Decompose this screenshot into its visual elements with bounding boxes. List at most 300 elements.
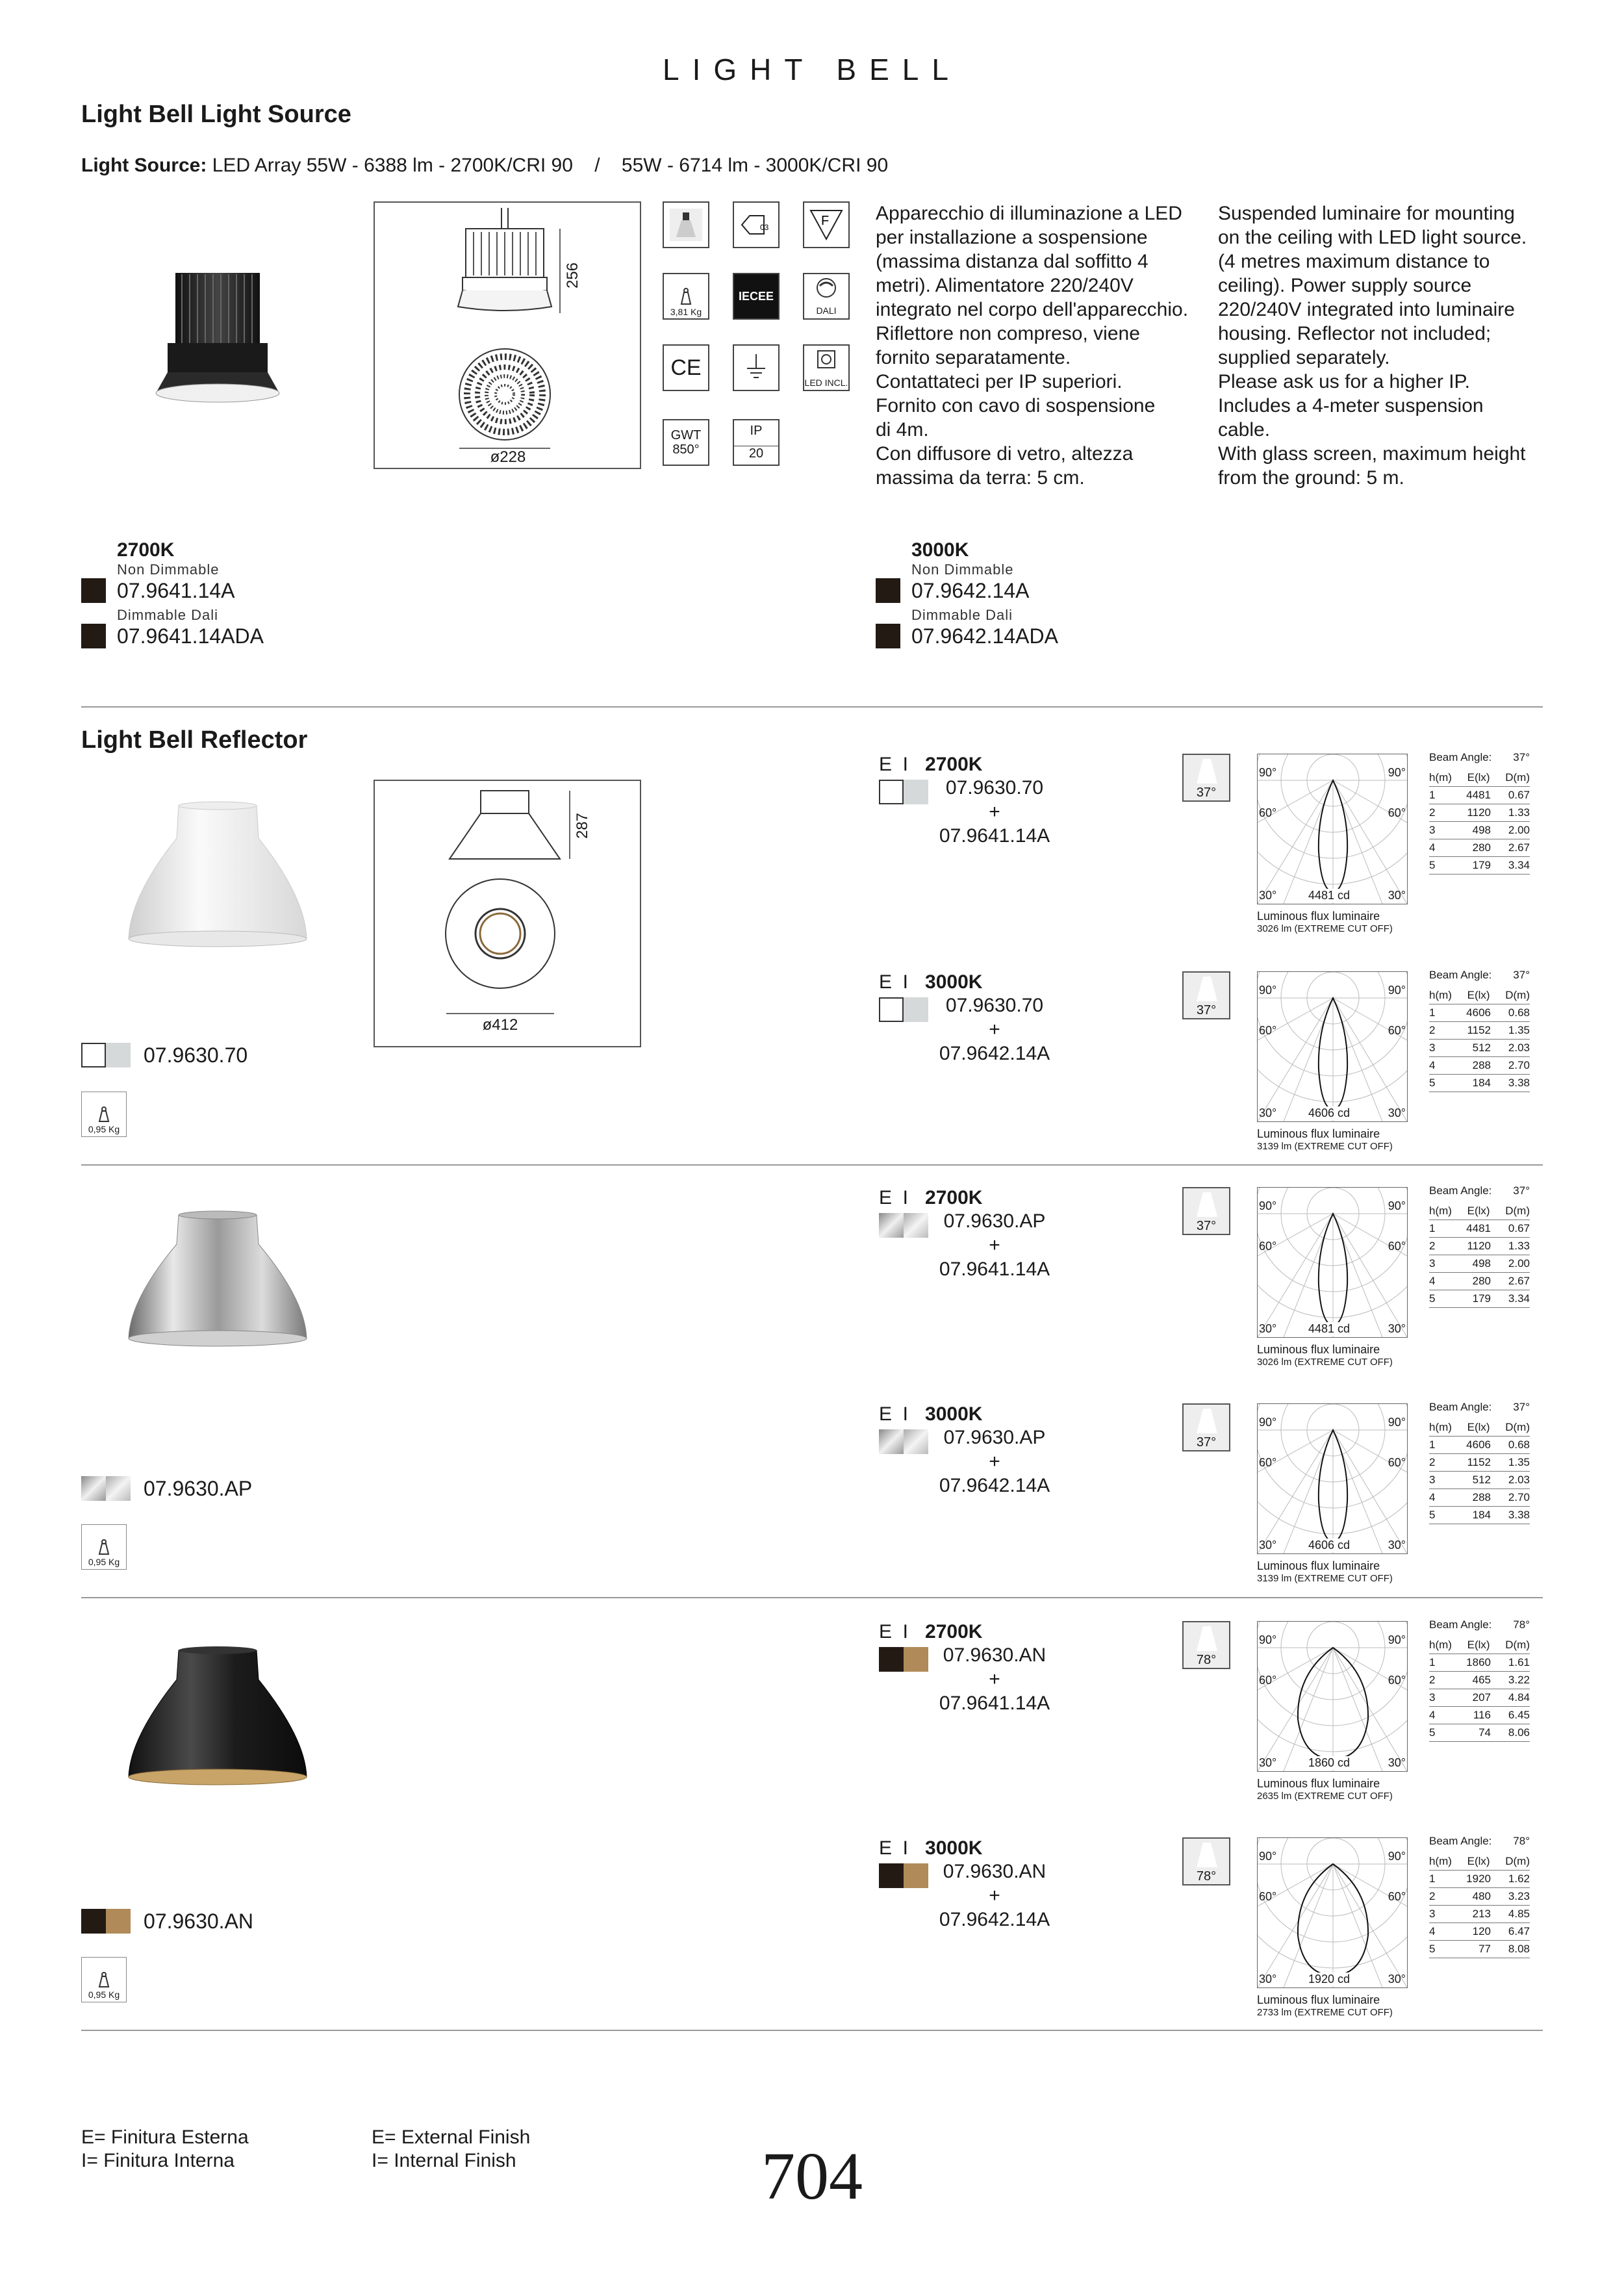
variant-code-dali: 07.9641.14ADA (117, 624, 264, 648)
table-cell: 2 (1429, 806, 1436, 819)
light-source-line (81, 155, 888, 177)
table-row (1429, 1238, 1530, 1255)
dark-swatch (876, 578, 900, 603)
variant-temp: 2700K (117, 539, 175, 561)
table-cell: 3.22 (1508, 1674, 1530, 1686)
flux-label: Luminous flux luminaire (1257, 1127, 1380, 1140)
table-row (1429, 804, 1530, 822)
reflector-code: 07.9630.AN (144, 1909, 254, 1933)
table-cell: 4 (1429, 1709, 1436, 1721)
table-header: h(m) (1429, 1639, 1452, 1651)
energy-class-icon (733, 201, 780, 248)
reflector-aluminium-image (123, 1208, 312, 1351)
polar-label: 60° (1259, 1456, 1277, 1469)
finish-swatch (904, 1863, 928, 1888)
table-cell: 3 (1429, 824, 1436, 836)
beam-angle-icon (1182, 1837, 1230, 1885)
polar-label: 60° (1259, 1240, 1277, 1253)
beam-angle-badge: 78° (1196, 1653, 1217, 1667)
beam-angle-badge: 37° (1196, 1435, 1217, 1450)
svg-text:03: 03 (760, 223, 769, 232)
table-row (1429, 1941, 1530, 1958)
table-cell: 3.34 (1508, 1292, 1530, 1305)
table-cell: 0.68 (1508, 1438, 1530, 1451)
reflector-black-code-row (81, 1909, 253, 1934)
peak-intensity: 4606 cd (1308, 1106, 1351, 1119)
table-header: D(m) (1505, 771, 1530, 784)
table-header: E(lx) (1467, 989, 1490, 1001)
table-cell: 1152 (1467, 1024, 1491, 1036)
cutoff-label: (EXTREME CUT OFF) (1294, 2007, 1393, 2018)
row-source-code: 07.9642.14A (939, 1475, 1050, 1496)
ei-label: E I (879, 754, 909, 775)
table-cell: 120 (1472, 1925, 1491, 1937)
table-row (1429, 1273, 1530, 1290)
flux-info (1257, 1343, 1393, 1369)
table-row (1429, 1724, 1530, 1742)
finish-swatch (904, 997, 928, 1022)
polar-diagram (1257, 1187, 1408, 1338)
source-drawing-svg (375, 203, 640, 468)
flux-label: Luminous flux luminaire (1257, 1343, 1380, 1356)
table-cell: 4481 (1466, 789, 1491, 801)
variant-dali-label: Dimmable Dali (117, 607, 219, 623)
table-cell: 1 (1429, 1872, 1436, 1885)
page-title: LIGHT BELL (663, 53, 961, 86)
illuminance-table (1429, 751, 1530, 875)
table-cell: 2 (1429, 1674, 1436, 1686)
table-cell: 498 (1472, 824, 1491, 836)
polar-label: 30° (1259, 1322, 1277, 1335)
legend-internal-it: I= Finitura Interna (81, 2150, 235, 2171)
reflector-code: 07.9630.AP (144, 1476, 253, 1500)
beam-angle-badge: 78° (1196, 1869, 1217, 1884)
table-cell: 2.00 (1508, 824, 1530, 836)
f-mark-text: F (821, 214, 830, 228)
source-height-dim: 256 (564, 262, 582, 289)
flux-info (1257, 1559, 1393, 1585)
weight-icon (663, 273, 709, 320)
table-cell: 1.33 (1508, 806, 1530, 819)
beam-angle-label: Beam Angle: (1429, 1401, 1492, 1413)
flux-info (1257, 1993, 1393, 2019)
finish-swatch (904, 1213, 928, 1238)
polar-label: 30° (1259, 1106, 1277, 1119)
table-row (1429, 1255, 1530, 1273)
section-divider (81, 1597, 1543, 1598)
flux-info (1257, 1127, 1393, 1153)
table-cell: 3 (1429, 1257, 1436, 1270)
row-reflector-code: 07.9630.70 (945, 777, 1044, 798)
table-row (1429, 1437, 1530, 1454)
finish-swatch (904, 1429, 928, 1454)
ei-label: E I (879, 1837, 909, 1859)
row-temp: 3000K (925, 1403, 983, 1425)
section-divider (81, 706, 1543, 708)
ei-label: E I (879, 1403, 909, 1425)
table-row (1429, 1689, 1530, 1707)
legend-internal-en: I= Internal Finish (372, 2150, 516, 2171)
reflector-diameter-dim: ø412 (482, 1016, 518, 1034)
row-source-code: 07.9641.14A (939, 1258, 1050, 1280)
polar-curve-svg (1258, 1404, 1407, 1553)
table-cell: 2 (1429, 1890, 1436, 1902)
flux-value: 3139 lm (1257, 1573, 1292, 1584)
table-cell: 6.45 (1508, 1709, 1530, 1721)
light-source-label: Light Source: (81, 155, 207, 176)
beam-angle-label: Beam Angle: (1429, 1618, 1492, 1631)
variant-code-dali: 07.9642.14ADA (911, 624, 1058, 648)
table-row (1429, 1707, 1530, 1724)
grey-swatch (106, 1043, 131, 1067)
table-cell: 4606 (1466, 1438, 1491, 1451)
finish-swatch (904, 1647, 928, 1672)
polar-curve-svg (1258, 972, 1407, 1121)
reflector-white-code-row (81, 1043, 247, 1067)
ei-label: E I (879, 1187, 909, 1208)
row-temp: 2700K (925, 1187, 983, 1208)
beam-angle-label: Beam Angle: (1429, 751, 1492, 763)
ip-value: 20 (734, 446, 778, 461)
table-header: h(m) (1429, 1855, 1452, 1867)
row-source-code: 07.9641.14A (939, 825, 1050, 847)
table-row (1429, 1040, 1530, 1057)
polar-curve-svg (1258, 1188, 1407, 1337)
earth-icon (733, 344, 780, 391)
table-cell: 1120 (1467, 806, 1491, 819)
row-source-code: 07.9642.14A (939, 1043, 1050, 1064)
table-header: D(m) (1505, 1639, 1530, 1651)
peak-intensity: 4481 cd (1308, 1322, 1351, 1335)
flux-value: 2635 lm (1257, 1791, 1292, 1802)
photometric-row (879, 1837, 1053, 1932)
table-cell: 2 (1429, 1024, 1436, 1036)
table-cell: 4 (1429, 1925, 1436, 1937)
table-cell: 2.03 (1508, 1474, 1530, 1486)
brass-swatch (106, 1909, 131, 1934)
legend-external-it: E= Finitura Esterna (81, 2127, 249, 2148)
aluminium-swatch (81, 1476, 106, 1501)
table-cell: 4481 (1466, 1222, 1491, 1234)
polar-curve-svg (1258, 1838, 1407, 1987)
table-cell: 5 (1429, 1509, 1436, 1521)
row-reflector-code: 07.9630.AN (943, 1861, 1047, 1882)
table-cell: 4.85 (1508, 1908, 1530, 1920)
table-row (1429, 1472, 1530, 1489)
row-plus: + (989, 1885, 1000, 1906)
peak-intensity: 4481 cd (1308, 889, 1351, 902)
table-header: E(lx) (1467, 1421, 1490, 1433)
polar-label: 30° (1388, 1756, 1406, 1769)
table-cell: 1152 (1467, 1456, 1491, 1468)
table-row (1429, 1075, 1530, 1092)
gwt-icon (663, 419, 709, 466)
row-plus: + (989, 1451, 1000, 1472)
table-cell: 3 (1429, 1474, 1436, 1486)
polar-label: 30° (1259, 1539, 1277, 1552)
beam-angle-label: Beam Angle: (1429, 1184, 1492, 1197)
table-cell: 1.35 (1508, 1456, 1530, 1468)
cutoff-label: (EXTREME CUT OFF) (1294, 1357, 1393, 1368)
weight-icon (81, 1524, 127, 1570)
table-header: D(m) (1505, 989, 1530, 1001)
beam-angle-value: 37° (1513, 1401, 1530, 1413)
table-cell: 3.38 (1508, 1509, 1530, 1521)
cutoff-label: (EXTREME CUT OFF) (1294, 1791, 1393, 1802)
photometric-row (879, 971, 1053, 1066)
photometric-row (879, 754, 1053, 848)
polar-label: 60° (1388, 1674, 1406, 1687)
table-cell: 6.47 (1508, 1925, 1530, 1937)
variant-2700k (81, 539, 264, 648)
beam-angle-badge: 37° (1196, 786, 1217, 800)
iecee-icon (733, 273, 780, 320)
table-row (1429, 1454, 1530, 1472)
table-row (1429, 1290, 1530, 1308)
polar-label: 30° (1388, 1322, 1406, 1335)
table-header: E(lx) (1467, 771, 1490, 784)
source-dimension-drawing (374, 201, 641, 469)
table-cell: 4606 (1466, 1006, 1491, 1019)
flux-label: Luminous flux luminaire (1257, 910, 1380, 923)
table-header: D(m) (1505, 1855, 1530, 1867)
polar-label: 60° (1259, 1024, 1277, 1037)
table-cell: 77 (1478, 1943, 1491, 1955)
beam-angle-value: 37° (1513, 751, 1530, 763)
reflector-code: 07.9630.70 (144, 1043, 248, 1067)
table-cell: 1.33 (1508, 1240, 1530, 1252)
table-cell: 3 (1429, 1691, 1436, 1704)
table-cell: 1 (1429, 1656, 1436, 1668)
table-row (1429, 857, 1530, 875)
table-cell: 280 (1472, 1275, 1491, 1287)
polar-label: 90° (1259, 1850, 1277, 1863)
finish-swatch (879, 997, 904, 1022)
polar-label: 30° (1259, 1973, 1277, 1986)
flux-label: Luminous flux luminaire (1257, 1559, 1380, 1572)
table-row (1429, 1489, 1530, 1507)
beam-angle-value: 78° (1513, 1618, 1530, 1631)
finish-swatch (879, 1429, 904, 1454)
beam-angle-value: 37° (1513, 969, 1530, 981)
table-header: E(lx) (1467, 1205, 1490, 1217)
cutoff-label: (EXTREME CUT OFF) (1294, 1141, 1393, 1152)
beam-angle-icon (1182, 971, 1230, 1019)
table-cell: 5 (1429, 1943, 1436, 1955)
flux-value: 3026 lm (1257, 1357, 1292, 1368)
table-cell: 1120 (1467, 1240, 1491, 1252)
beam-angle-label: Beam Angle: (1429, 969, 1492, 981)
polar-diagram (1257, 754, 1408, 904)
reflector-aluminium-code-row (81, 1476, 252, 1501)
weight-icon (81, 1092, 127, 1137)
table-cell: 8.08 (1508, 1943, 1530, 1955)
reflector-black-image (123, 1644, 312, 1793)
weight-icon (81, 1957, 127, 2002)
polar-label: 60° (1388, 1456, 1406, 1469)
polar-label: 60° (1388, 1890, 1406, 1903)
source-section-title: Light Bell Light Source (81, 101, 351, 128)
polar-label: 90° (1388, 1199, 1406, 1212)
illuminance-table (1429, 1401, 1530, 1524)
description-english: Suspended luminaire for mounting on the ceiling with LED light source. (4 metres maximum distance to ceiling). Power supply source 220/240V integrated into luminaire housing. Reflector not included; supplied separately. Please ask us for a higher IP. Includes a 4-meter suspension cable. With glass screen, maximum height from the ground: 5 m. (1218, 203, 1527, 489)
table-cell: 5 (1429, 1292, 1436, 1305)
table-cell: 2.67 (1508, 841, 1530, 854)
spot-icon (663, 201, 709, 248)
ce-text: CE (670, 355, 702, 380)
reflector-drawing-svg (375, 781, 640, 1046)
table-cell: 4 (1429, 1275, 1436, 1287)
table-cell: 512 (1472, 1041, 1491, 1054)
polar-label: 90° (1259, 1416, 1277, 1429)
table-cell: 4 (1429, 1491, 1436, 1503)
finish-swatch (879, 1213, 904, 1238)
table-cell: 2.67 (1508, 1275, 1530, 1287)
variant-temp: 3000K (911, 539, 969, 561)
flux-value: 2733 lm (1257, 2007, 1292, 2018)
reflector-dimension-drawing (374, 780, 641, 1047)
ei-label: E I (879, 971, 909, 993)
dark-swatch (81, 1909, 106, 1934)
table-cell: 1920 (1466, 1872, 1491, 1885)
description-italian: Apparecchio di illuminazione a LED per installazione a sospensione (massima distanza dal soffitto 4 metri). Alimentatore 220/240V integrato nel corpo dell'apparecchio. Riflettore non compreso, viene fornito separatamente. Contattateci per IP superiori. Fornito con cavo di sospensione di 4m. Con diffusore di vetro, altezza massima da terra: 5 cm. (876, 203, 1189, 489)
table-header: h(m) (1429, 1421, 1452, 1433)
peak-intensity: 4606 cd (1308, 1539, 1351, 1552)
ip-icon (733, 419, 780, 466)
f-mark-icon (803, 201, 850, 248)
polar-diagram (1257, 971, 1408, 1122)
table-cell: 1860 (1466, 1656, 1491, 1668)
dali-label: DALI (816, 305, 837, 316)
weight-value: 0,95 Kg (88, 1557, 120, 1567)
led-included-label: LED INCL. (804, 377, 848, 388)
beam-angle-icon (1182, 1403, 1230, 1451)
weight-value: 0,95 Kg (88, 1124, 120, 1134)
row-reflector-code: 07.9630.70 (945, 995, 1044, 1016)
row-plus: + (989, 1019, 1000, 1040)
ip-label: IP (750, 424, 763, 439)
table-cell: 116 (1473, 1709, 1491, 1721)
photometric-row (879, 1187, 1053, 1281)
table-row (1429, 1871, 1530, 1888)
table-cell: 480 (1472, 1890, 1491, 1902)
polar-label: 90° (1388, 1850, 1406, 1863)
polar-label: 90° (1259, 984, 1277, 997)
table-row (1429, 1888, 1530, 1906)
table-cell: 213 (1472, 1908, 1491, 1920)
row-source-code: 07.9641.14A (939, 1693, 1050, 1714)
polar-label: 90° (1388, 984, 1406, 997)
table-cell: 2.70 (1508, 1059, 1530, 1071)
table-cell: 0.68 (1508, 1006, 1530, 1019)
table-cell: 3.38 (1508, 1077, 1530, 1089)
table-row (1429, 1672, 1530, 1689)
iecee-text: IECEE (738, 289, 774, 303)
table-cell: 512 (1472, 1474, 1491, 1486)
polar-label: 30° (1388, 889, 1406, 902)
table-cell: 1 (1429, 1438, 1436, 1451)
ce-icon (663, 344, 709, 391)
polar-label: 30° (1388, 1973, 1406, 1986)
table-cell: 1 (1429, 1006, 1436, 1019)
table-row (1429, 1022, 1530, 1040)
table-row (1429, 1906, 1530, 1923)
flux-value: 3139 lm (1257, 1141, 1292, 1152)
table-cell: 1 (1429, 1222, 1436, 1234)
table-cell: 3.23 (1508, 1890, 1530, 1902)
table-cell: 207 (1472, 1691, 1491, 1704)
table-row (1429, 1923, 1530, 1941)
dark-swatch (876, 624, 900, 648)
ei-label: E I (879, 1621, 909, 1642)
table-cell: 3.34 (1508, 859, 1530, 871)
table-cell: 2.03 (1508, 1041, 1530, 1054)
table-cell: 4.84 (1508, 1691, 1530, 1704)
table-cell: 288 (1472, 1059, 1491, 1071)
table-row (1429, 1507, 1530, 1524)
beam-angle-icon (1182, 1621, 1230, 1669)
table-cell: 74 (1478, 1726, 1491, 1739)
flux-info (1257, 910, 1393, 936)
table-header: h(m) (1429, 771, 1452, 784)
illuminance-table (1429, 1835, 1530, 1958)
beam-angle-value: 37° (1513, 1184, 1530, 1197)
aluminium-swatch (106, 1476, 131, 1501)
photometric-row (879, 1621, 1053, 1715)
table-header: E(lx) (1467, 1639, 1490, 1651)
row-temp: 3000K (925, 971, 983, 993)
row-temp: 2700K (925, 754, 983, 775)
polar-label: 90° (1388, 1416, 1406, 1429)
reflector-section-title: Light Bell Reflector (81, 726, 308, 754)
polar-label: 90° (1259, 1633, 1277, 1646)
light-source-value: LED Array 55W - 6388 lm - 2700K/CRI 90 / 55W - 6714 lm - 3000K/CRI 90 (212, 155, 889, 176)
polar-label: 60° (1259, 1674, 1277, 1687)
row-reflector-code: 07.9630.AN (943, 1644, 1047, 1666)
section-divider (81, 1164, 1543, 1166)
table-cell: 1 (1429, 789, 1436, 801)
table-cell: 1.62 (1508, 1872, 1530, 1885)
table-header: h(m) (1429, 1205, 1452, 1217)
gwt-text: GWT 850° (670, 428, 702, 457)
illuminance-table (1429, 1184, 1530, 1308)
polar-label: 60° (1388, 1024, 1406, 1037)
dali-icon (803, 273, 850, 320)
polar-label: 90° (1259, 1199, 1277, 1212)
table-cell: 3 (1429, 1908, 1436, 1920)
table-row (1429, 787, 1530, 804)
table-cell: 2 (1429, 1240, 1436, 1252)
table-cell: 2.00 (1508, 1257, 1530, 1270)
polar-label: 30° (1388, 1106, 1406, 1119)
white-swatch (81, 1043, 106, 1067)
row-reflector-code: 07.9630.AP (943, 1210, 1046, 1232)
flux-label: Luminous flux luminaire (1257, 1777, 1380, 1790)
table-cell: 0.67 (1508, 1222, 1530, 1234)
polar-label: 90° (1388, 1633, 1406, 1646)
beam-angle-icon (1182, 754, 1230, 802)
section-divider (81, 2030, 1543, 2031)
peak-intensity: 1860 cd (1308, 1756, 1351, 1769)
row-plus: + (989, 1668, 1000, 1690)
polar-label: 60° (1388, 806, 1406, 819)
row-plus: + (989, 801, 1000, 823)
flux-label: Luminous flux luminaire (1257, 1993, 1380, 2006)
source-diameter-dim: ø228 (490, 448, 526, 466)
variant-non-dim-label: Non Dimmable (117, 561, 220, 578)
peak-intensity: 1920 cd (1308, 1973, 1351, 1986)
beam-angle-badge: 37° (1196, 1219, 1217, 1233)
